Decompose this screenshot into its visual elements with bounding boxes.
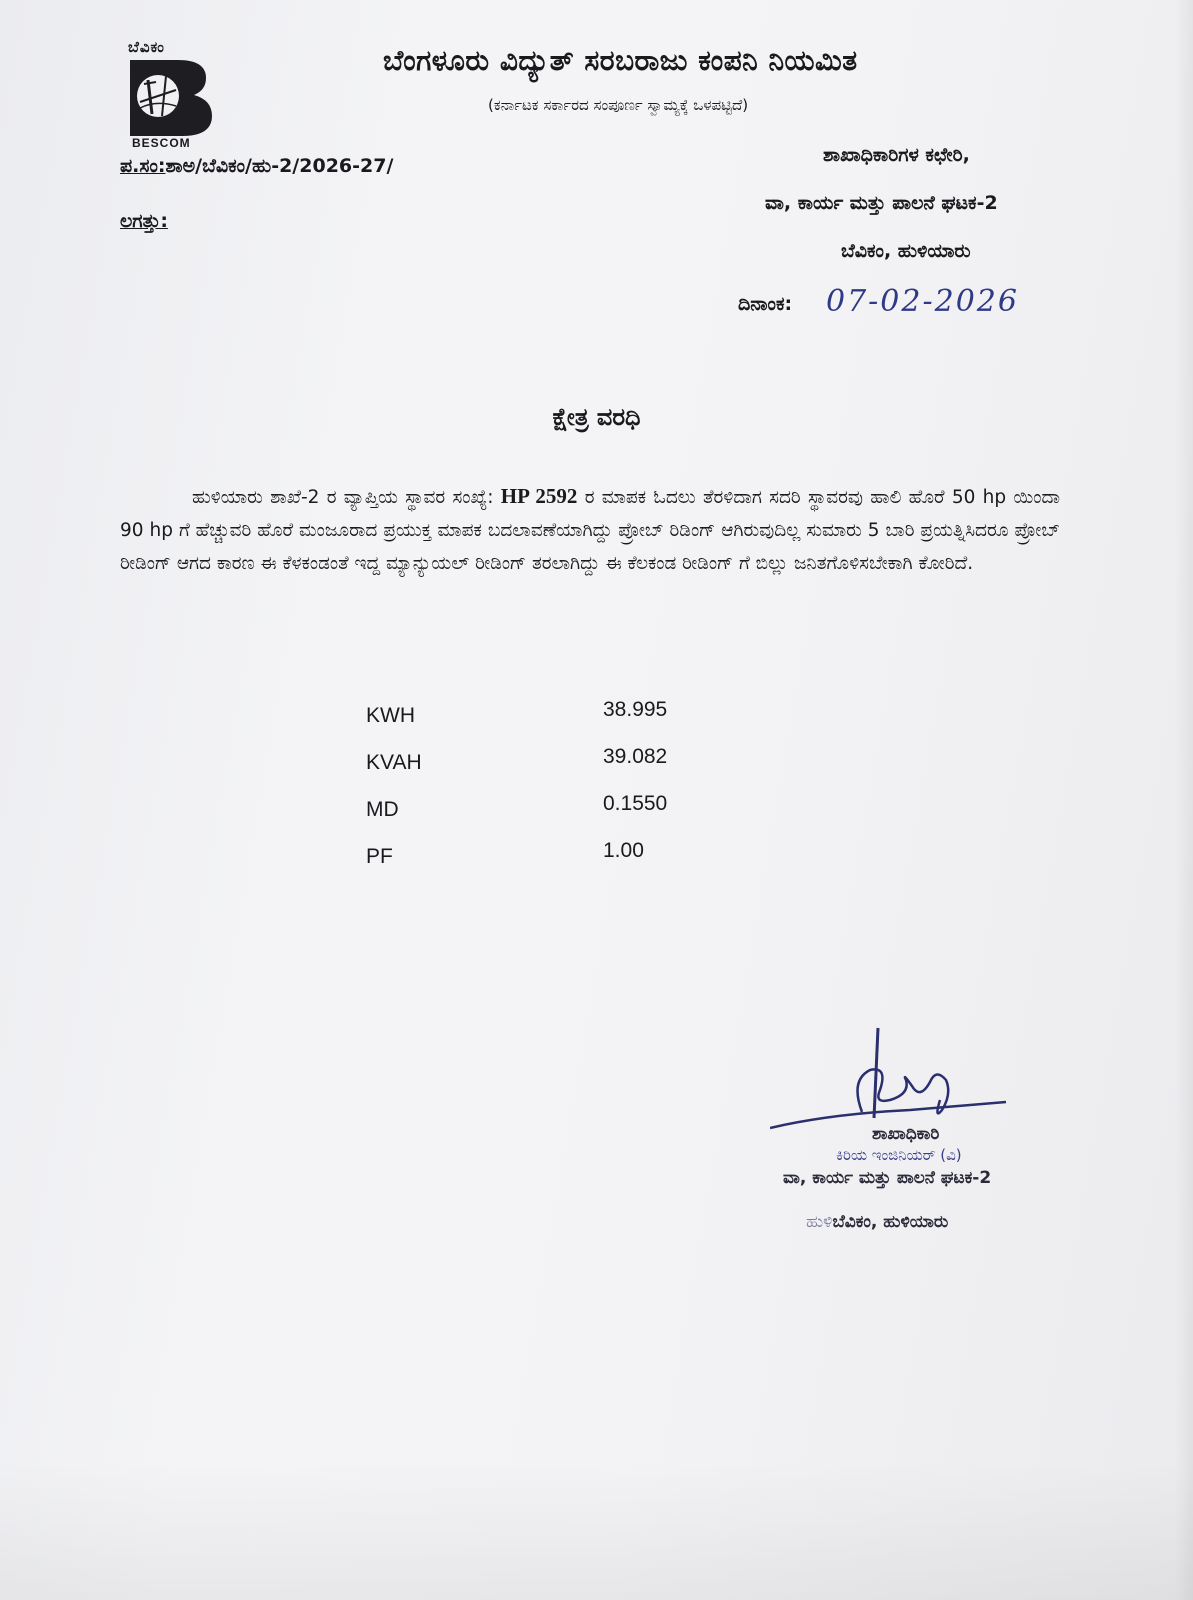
reading-label: PF bbox=[366, 845, 393, 868]
reading-value: 1.00 bbox=[603, 839, 644, 862]
logo-bottom-text: BESCOM bbox=[132, 136, 191, 150]
reading-label: KWH bbox=[366, 704, 415, 727]
installation-number: HP 2592 bbox=[500, 484, 578, 508]
reference-label: ಪ.ಸಂ: bbox=[120, 155, 166, 177]
handwritten-signature bbox=[770, 1020, 1070, 1130]
reference-value: ಶಾಅ/ಬೆವಿಕಂ/ಹು-2/2026-27/ bbox=[165, 155, 394, 177]
body-paragraph bbox=[120, 480, 1060, 580]
reading-value: 39.082 bbox=[603, 745, 668, 768]
body-text-part1: ಹುಳಿಯಾರು ಶಾಖೆ-2 ರ ವ್ಯಾಪ್ತಿಯ ಸ್ಥಾವರ ಸಂಖ್ಯೆ: bbox=[192, 487, 501, 508]
signatory-title: ಶಾಖಾಧಿಕಾರಿ bbox=[872, 1124, 940, 1144]
reading-label: MD bbox=[366, 798, 399, 821]
page-edge-shadow bbox=[1175, 0, 1193, 1600]
reading-label: KVAH bbox=[366, 751, 422, 774]
bescom-logo bbox=[126, 38, 222, 150]
reference-number bbox=[120, 155, 393, 177]
bescom-b-icon bbox=[126, 56, 218, 138]
office-line-2: ವಾ, ಕಾರ್ಯ ಮತ್ತು ಪಾಲನೆ ಘಟಕ-2 bbox=[765, 192, 998, 214]
enclosure-label: ಲಗತ್ತು: bbox=[120, 210, 168, 232]
stamp-place-prefix: ಹುಳಿ bbox=[806, 1212, 833, 1232]
signatory-place bbox=[806, 1212, 948, 1232]
office-line-1: ಶಾಖಾಧಿಕಾರಿಗಳ ಕಛೇರಿ, bbox=[823, 144, 970, 166]
date-value-handwritten: 07-02-2026 bbox=[826, 284, 1019, 319]
page-bottom-shadow bbox=[0, 1460, 1193, 1600]
org-subtitle: (ಕರ್ನಾಟಕ ಸರ್ಕಾರದ ಸಂಪೂರ್ಣ ಸ್ವಾಮ್ಯಕ್ಕೆ ಒಳಪಟ್ಟಿದೆ) bbox=[488, 96, 749, 114]
stamp-place: ಬೆವಿಕಂ, ಹುಳಿಯಾರು bbox=[832, 1212, 949, 1232]
signatory-stamp: ಕಿರಿಯ ಇಂಜಿನಿಯರ್ (ವಿ) bbox=[836, 1146, 962, 1164]
org-name: ಬೆಂಗಳೂರು ವಿದ್ಯುತ್ ಸರಬರಾಜು ಕಂಪನಿ ನಿಯಮಿತ bbox=[383, 44, 858, 77]
document-heading: ಕ್ಷೇತ್ರ ವರಧಿ bbox=[552, 403, 641, 431]
logo-top-text: ಬೆವಿಕಂ bbox=[128, 38, 165, 56]
date-label: ದಿನಾಂಕ: bbox=[738, 293, 793, 315]
reading-value: 38.995 bbox=[603, 698, 668, 721]
office-line-3: ಬೆವಿಕಂ, ಹುಳಿಯಾರು bbox=[841, 240, 971, 262]
reading-value: 0.1550 bbox=[603, 792, 668, 815]
signatory-unit: ವಾ, ಕಾರ್ಯ ಮತ್ತು ಪಾಲನೆ ಘಟಕ-2 bbox=[783, 1168, 992, 1188]
body-text-part2: ರ ಮಾಪಕ ಓದಲು ತೆರಳಿದಾಗ ಸದರಿ ಸ್ಥಾವರವು ಹಾಲಿ ಹೊರೆ 50 hp ಯಿಂದಾ 90 hp ಗೆ ಹೆಚ್ಚುವರಿ ಹೊರೆ ಮಂಜೂರಾದ ಪ್ರಯುಕ್ತ ಮಾಪಕ ಬದಲಾವಣೆಯಾಗಿದ್ದು ಪ್ರೋಬ್ ರಿಡಿಂಗ್ ಆಗಿರುವುದಿಲ್ಲ ಸುಮಾರು 5 ಬಾರಿ ಪ್ರಯತ್ನಿಸಿದರೂ ಪ್ರೋಬ್ ರೀಡಿಂಗ್ ಆಗದ ಕಾರಣ ಈ ಕೆಳಕಂಡಂತೆ ಇದ್ದ ಮ್ಯಾನ್ಯುಯಲ್ ರೀಡಿಂಗ್ ತರಲಾಗಿದ್ದು ಈ ಕೆಲಕಂಡ ರೀಡಿಂಗ್ ಗೆ ಬಿಲ್ಲು ಜನಿತಗೊಳಿಸಬೇಕಾಗಿ ಕೋರಿದೆ. bbox=[120, 487, 1060, 574]
